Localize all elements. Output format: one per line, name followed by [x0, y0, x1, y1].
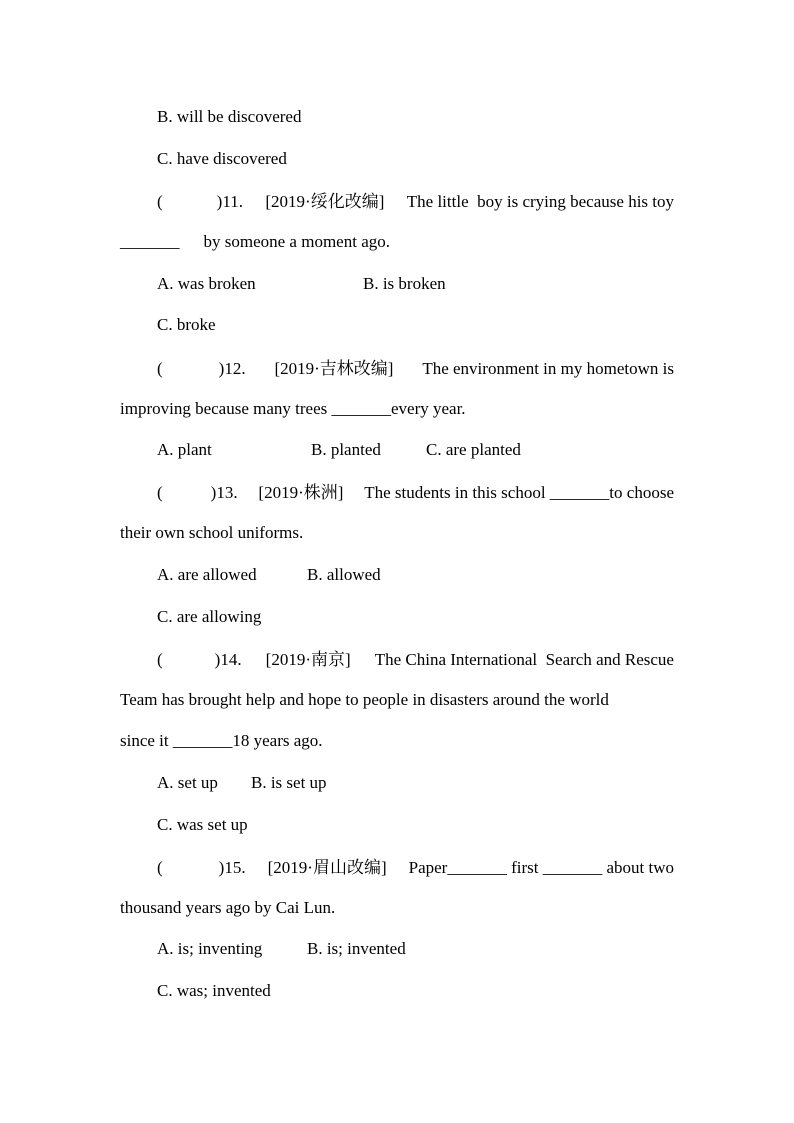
- question-14-paren: (: [157, 650, 163, 669]
- question-14-line3: since it _______18 years ago.: [120, 731, 323, 750]
- question-12-option-c: C. are planted: [426, 440, 521, 459]
- question-11-number: )11.: [216, 192, 243, 211]
- question-14-source: [2019·南京]: [265, 650, 351, 669]
- option-c: C. have discovered: [157, 149, 287, 168]
- question-11-text: The little boy is crying because his toy: [406, 192, 674, 211]
- question-14-option-c: C. was set up: [157, 815, 248, 834]
- question-15-line2: thousand years ago by Cai Lun.: [120, 898, 336, 917]
- question-15-paren: (: [157, 858, 163, 877]
- question-15-source: [2019·眉山改编]: [267, 858, 387, 877]
- question-15-option-c: C. was; invented: [157, 981, 271, 1000]
- question-14-option-b: B. is set up: [251, 773, 327, 792]
- question-12-option-a: A. plant: [157, 440, 212, 459]
- question-11-option-c: C. broke: [157, 315, 216, 334]
- question-14-text: The China International Search and Rescue: [374, 650, 674, 669]
- question-13-option-c: C. are allowing: [157, 607, 262, 626]
- question-13-text: The students in this school _______to choose: [364, 483, 674, 502]
- question-15-number: )15.: [218, 858, 246, 877]
- question-13-number: )13.: [210, 483, 238, 502]
- question-15-option-a: A. is; inventing: [157, 939, 263, 958]
- question-15-stem: [157, 858, 674, 878]
- question-11-stem: [157, 192, 674, 212]
- question-14-text-2: Team has brought help and hope to people in disasters around the world: [120, 690, 609, 709]
- question-11-option-a: A. was broken: [157, 274, 256, 293]
- question-12-number: )12.: [218, 359, 246, 378]
- question-15-text: Paper_______ first _______ about two: [408, 858, 674, 877]
- question-14-stem: [157, 650, 674, 670]
- question-13-option-a: A. are allowed: [157, 565, 257, 584]
- option-b: B. will be discovered: [157, 107, 302, 126]
- question-12-source: [2019·吉林改编]: [274, 359, 394, 378]
- question-14-option-a: A. set up: [157, 773, 218, 792]
- question-14-number: )14.: [214, 650, 242, 669]
- question-12-text: The environment in my hometown is: [422, 359, 674, 378]
- question-11-source: [2019·绥化改编]: [265, 192, 385, 211]
- question-13-line2: their own school uniforms.: [120, 523, 304, 542]
- answer-blank[interactable]: _______: [120, 232, 180, 251]
- question-13-option-b: B. allowed: [307, 565, 381, 584]
- question-13-source: [2019·株洲]: [258, 483, 344, 502]
- question-14-line2: [120, 690, 674, 710]
- question-13-stem: [157, 483, 674, 503]
- question-13-paren: (: [157, 483, 163, 502]
- question-11-line2: [120, 232, 390, 252]
- question-12-stem: [157, 359, 674, 379]
- question-11-paren: (: [157, 192, 163, 211]
- question-15-option-b: B. is; invented: [307, 939, 406, 958]
- question-11-option-b: B. is broken: [363, 274, 446, 293]
- question-12-line2: improving because many trees _______every year.: [120, 399, 466, 418]
- question-12-paren: (: [157, 359, 163, 378]
- question-12-option-b: B. planted: [311, 440, 381, 459]
- question-11-text-2: by someone a moment ago.: [203, 232, 390, 251]
